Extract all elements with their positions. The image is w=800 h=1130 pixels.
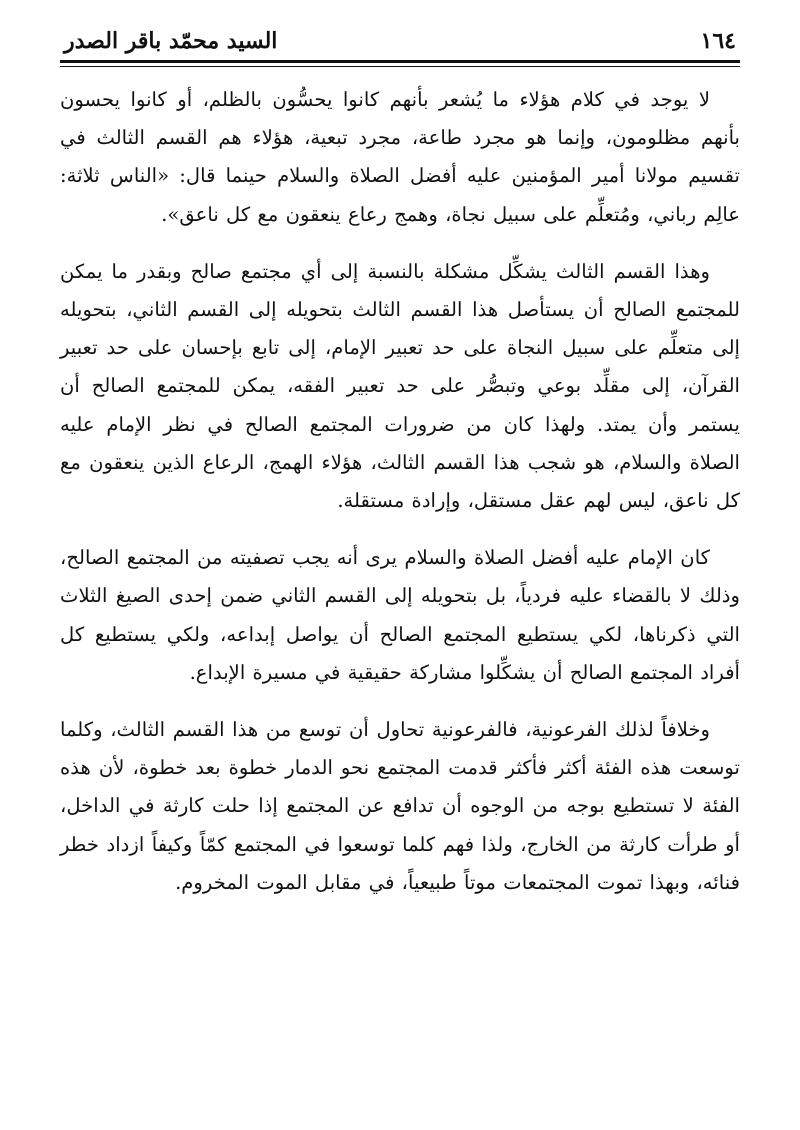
running-header (60, 22, 740, 56)
body-text (60, 81, 740, 902)
paragraph-4: وخلافاً لذلك الفرعونية، فالفرعونية تحاول أن توسع من هذا القسم الثالث، وكلما توسعت هذه الفئة أكثر فأكثر قدمت المجتمع نحو الدمار خطوة بعد خطوة، لأن هذه الفئة لا تستطيع بوجه من الوجوه أن تدافع عن المجتمع إذا حلت كارثة في الداخل، أو طرأت كارثة من الخارج، ولذا فهم كلما توسعوا في المجتمع كمّاً وكيفاً ازداد خطر فنائه، وبهذا تموت المجتمعات موتاً طبيعياً، في مقابل الموت المخروم. (60, 718, 740, 894)
page-number: ١٦٤ (700, 28, 736, 54)
running-title: السيد محمّد باقر الصدر (64, 28, 278, 54)
paragraph-2: وهذا القسم الثالث يشكِّل مشكلة بالنسبة إلى أي مجتمع صالح وبقدر ما يمكن للمجتمع الصالح أن يستأصل هذا القسم الثالث بتحويله إلى القسم الثاني، بتحويله إلى متعلِّم على سبيل النجاة على حد تعبير الإمام، إلى تابع بإحسان على حد تعبير القرآن، إلى مقلِّد بوعي وتبصُّر على حد تعبير الفقه، يمكن للمجتمع الصالح أن يستمر وأن يمتد. ولهذا كان من ضرورات المجتمع الصالح في نظر الإمام عليه الصلاة والسلام، هو شجب هذا القسم الثالث، هؤلاء الهمج، الرعاع الذين ينعقون مع كل ناعق، ليس لهم عقل مستقل، وإرادة مستقلة. (60, 259, 740, 513)
paragraph-3: كان الإمام عليه أفضل الصلاة والسلام يرى أنه يجب تصفيته من المجتمع الصالح، وذلك لا بالقضاء عليه فردياً، بل بتحويله إلى القسم الثاني ضمن إحدى الصيغ الثلاث التي ذكرناها، لكي يستطيع المجتمع الصالح أن يواصل إبداعه، ولكي يستطيع كل أفراد المجتمع الصالح أن يشكِّلوا مشاركة حقيقية في مسيرة الإبداع. (60, 546, 740, 684)
header-rule-thick (60, 60, 740, 63)
header-rule-thin (60, 66, 740, 67)
paragraph-1: لا يوجد في كلام هؤلاء ما يُشعر بأنهم كانوا يحسُّون بالظلم، أو كانوا يحسون بأنهم مظلومون، وإنما هو مجرد طاعة، مجرد تبعية، هؤلاء هم القسم الثالث في تقسيم مولانا أمير المؤمنين عليه أفضل الصلاة والسلام حينما قال: «الناس ثلاثة: عالِم رباني، ومُتعلِّم على سبيل نجاة، وهمج رعاع ينعقون مع كل ناعق». (60, 88, 740, 226)
book-page (60, 22, 740, 902)
